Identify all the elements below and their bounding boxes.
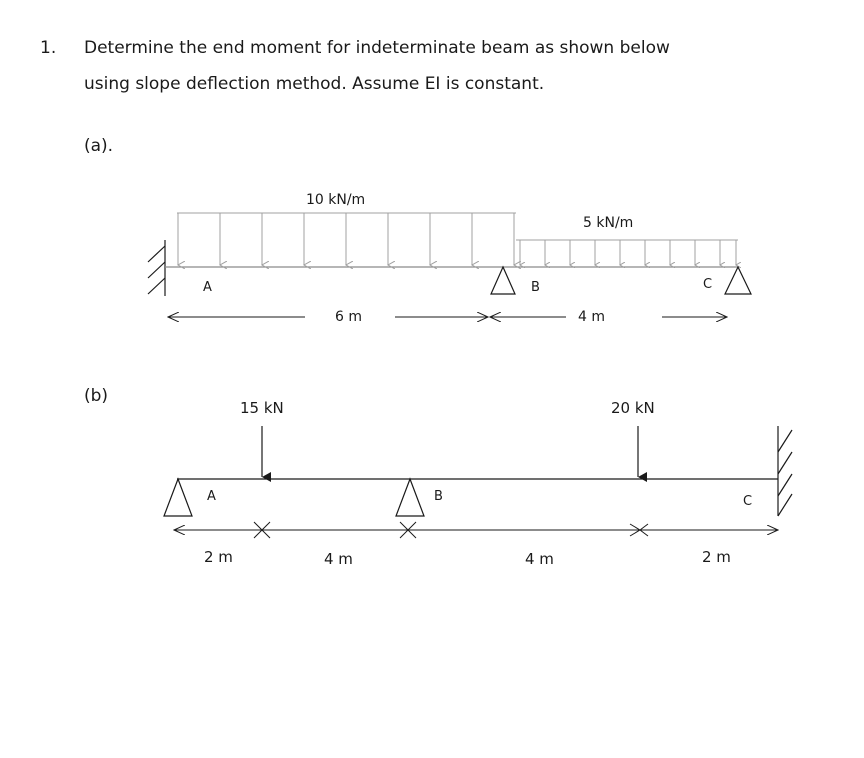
load-label-15kn: 15 kN bbox=[240, 399, 284, 417]
load-label-20kn: 20 kN bbox=[611, 399, 655, 417]
pin-support-b-icon bbox=[396, 479, 424, 516]
node-label-c: C bbox=[743, 494, 753, 509]
pin-support-a-icon bbox=[164, 479, 192, 516]
question-line-1: Determine the end moment for indeterminate beam as shown below bbox=[84, 38, 670, 58]
load-label-udl-ab: 10 kN/m bbox=[306, 192, 366, 208]
pin-support-b-icon bbox=[491, 267, 515, 294]
diagram-b bbox=[164, 399, 792, 568]
diagram-a bbox=[148, 192, 751, 325]
question-line-2: using slope deflection method. Assume EI is constant. bbox=[84, 74, 545, 94]
span-label-ab: 6 m bbox=[335, 309, 362, 325]
node-label-b: B bbox=[531, 280, 540, 295]
part-a-label: (a). bbox=[84, 136, 114, 156]
load-label-udl-bc: 5 kN/m bbox=[583, 215, 634, 231]
pin-support-c-icon bbox=[725, 267, 751, 294]
question-number: 1. bbox=[40, 38, 57, 58]
part-b-label: (b) bbox=[84, 386, 109, 406]
dim-label-2: 4 m bbox=[324, 550, 353, 568]
dimension-lines-b bbox=[174, 522, 778, 538]
fixed-support-c-icon bbox=[778, 426, 792, 516]
node-label-a: A bbox=[203, 280, 212, 295]
node-label-c: C bbox=[703, 277, 713, 292]
udl-bc-icon bbox=[516, 240, 738, 265]
dim-label-4: 2 m bbox=[702, 548, 731, 566]
dim-label-1: 2 m bbox=[204, 548, 233, 566]
fixed-support-a-icon bbox=[148, 240, 165, 296]
node-label-b: B bbox=[434, 489, 443, 504]
span-label-bc: 4 m bbox=[578, 309, 605, 325]
udl-ab-icon bbox=[177, 213, 516, 265]
node-label-a: A bbox=[207, 489, 216, 504]
dim-label-3: 4 m bbox=[525, 550, 554, 568]
